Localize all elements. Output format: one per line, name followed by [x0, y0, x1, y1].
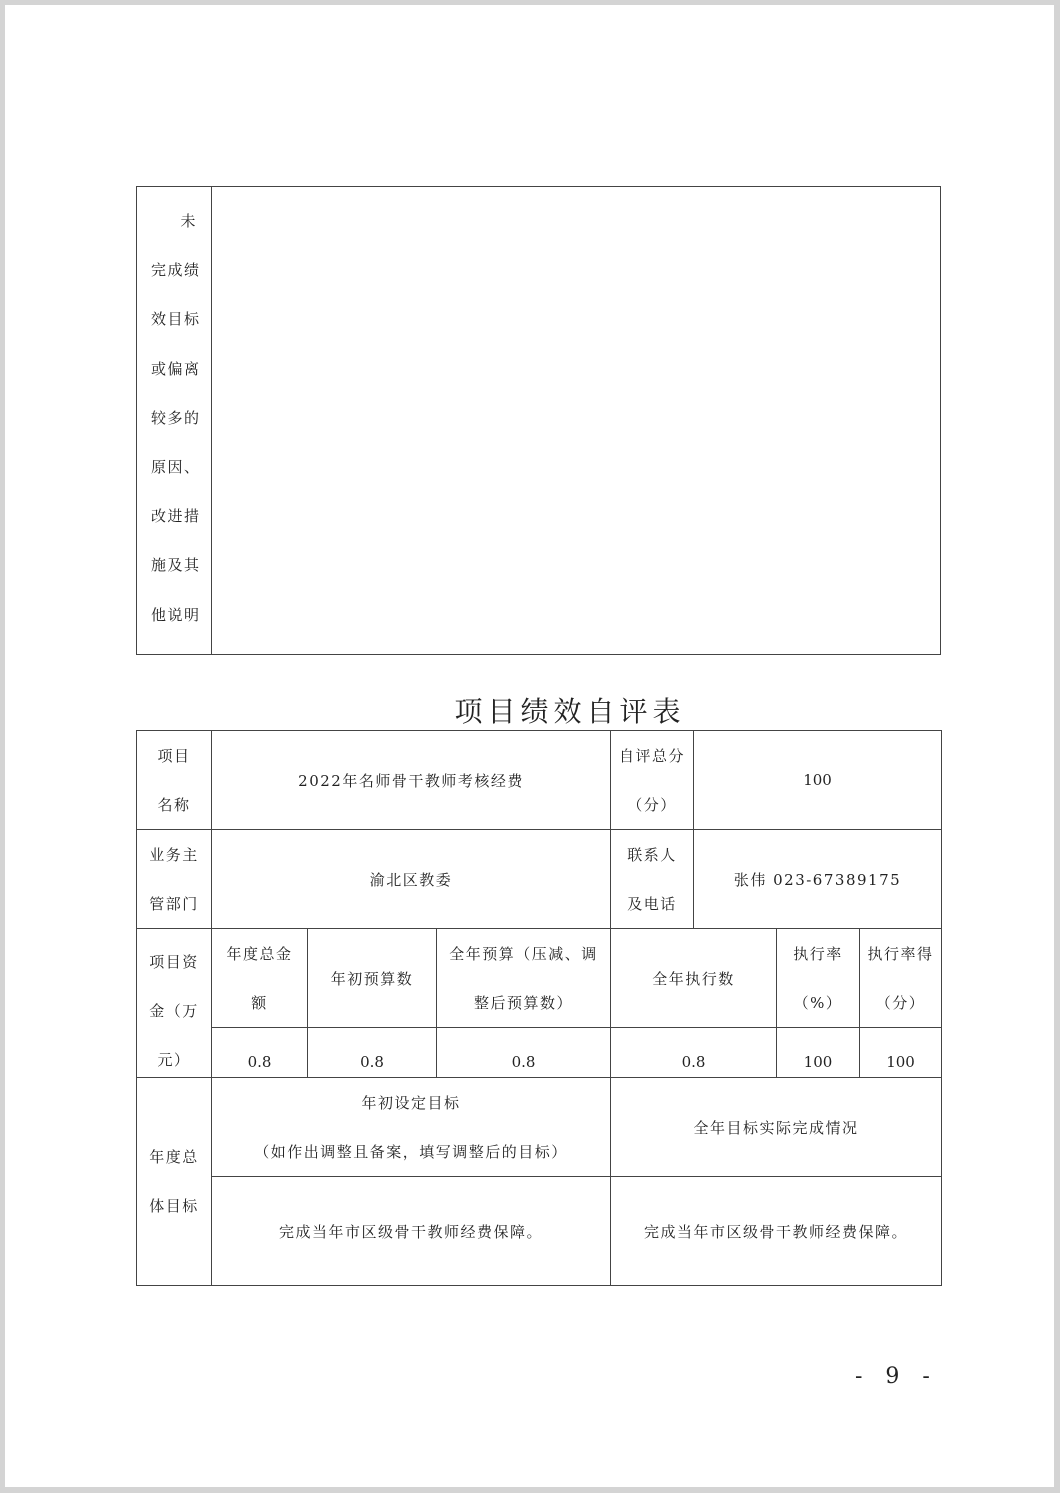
department-value: 渝北区教委	[212, 830, 611, 929]
initial-goal-value: 完成当年市区级骨干教师经费保障。	[212, 1177, 611, 1286]
score-label: 自评总分 （分）	[611, 731, 694, 830]
full-year-budget-header: 全年预算（压减、调 整后预算数）	[437, 929, 611, 1028]
execution-value: 0.8	[611, 1028, 777, 1078]
initial-goal-header: 年初设定目标 （如作出调整且备案，填写调整后的目标）	[212, 1078, 611, 1177]
contact-value: 张伟 023-67389175	[694, 830, 942, 929]
remarks-label-line: 施及其	[151, 556, 201, 575]
remarks-label-line: 较多的	[151, 408, 201, 427]
remarks-content-cell	[212, 187, 941, 655]
annual-total-header: 年度总金 额	[212, 929, 308, 1028]
exec-score-header: 执行率得 （分）	[860, 929, 942, 1028]
actual-goal-header: 全年目标实际完成情况	[611, 1078, 942, 1177]
execution-header: 全年执行数	[611, 929, 777, 1028]
score-value: 100	[694, 731, 942, 830]
project-name-value: 2022年名师骨干教师考核经费	[212, 731, 611, 830]
goals-label: 年度总 体目标	[137, 1078, 212, 1286]
remarks-label-line: 或偏离	[151, 359, 201, 378]
form-title: 项目绩效自评表	[454, 695, 686, 728]
contact-label: 联系人 及电话	[611, 830, 694, 929]
remarks-label-line: 改进措	[151, 507, 201, 526]
self-evaluation-table	[136, 730, 942, 1286]
remarks-label-line: 原因、	[151, 457, 201, 476]
annual-total-value: 0.8	[212, 1028, 308, 1078]
initial-budget-value: 0.8	[308, 1028, 437, 1078]
full-year-budget-value: 0.8	[437, 1028, 611, 1078]
funds-label: 项目资 金（万 元）	[137, 929, 212, 1078]
remarks-table	[136, 186, 941, 655]
remarks-label-cell	[137, 187, 212, 655]
project-name-label: 项目 名称	[137, 731, 212, 830]
remarks-label-line: 效目标	[151, 310, 201, 329]
exec-rate-header: 执行率 （%）	[777, 929, 860, 1028]
remarks-label-line: 完成绩	[151, 261, 201, 280]
exec-score-value: 100	[860, 1028, 942, 1078]
department-label: 业务主 管部门	[137, 830, 212, 929]
remarks-label-line: 他说明	[151, 605, 201, 624]
initial-budget-header: 年初预算数	[308, 929, 437, 1028]
actual-goal-value: 完成当年市区级骨干教师经费保障。	[611, 1177, 942, 1286]
page-number: - 9 -	[855, 1364, 938, 1389]
exec-rate-value: 100	[777, 1028, 860, 1078]
remarks-label-line: 未	[180, 212, 197, 230]
